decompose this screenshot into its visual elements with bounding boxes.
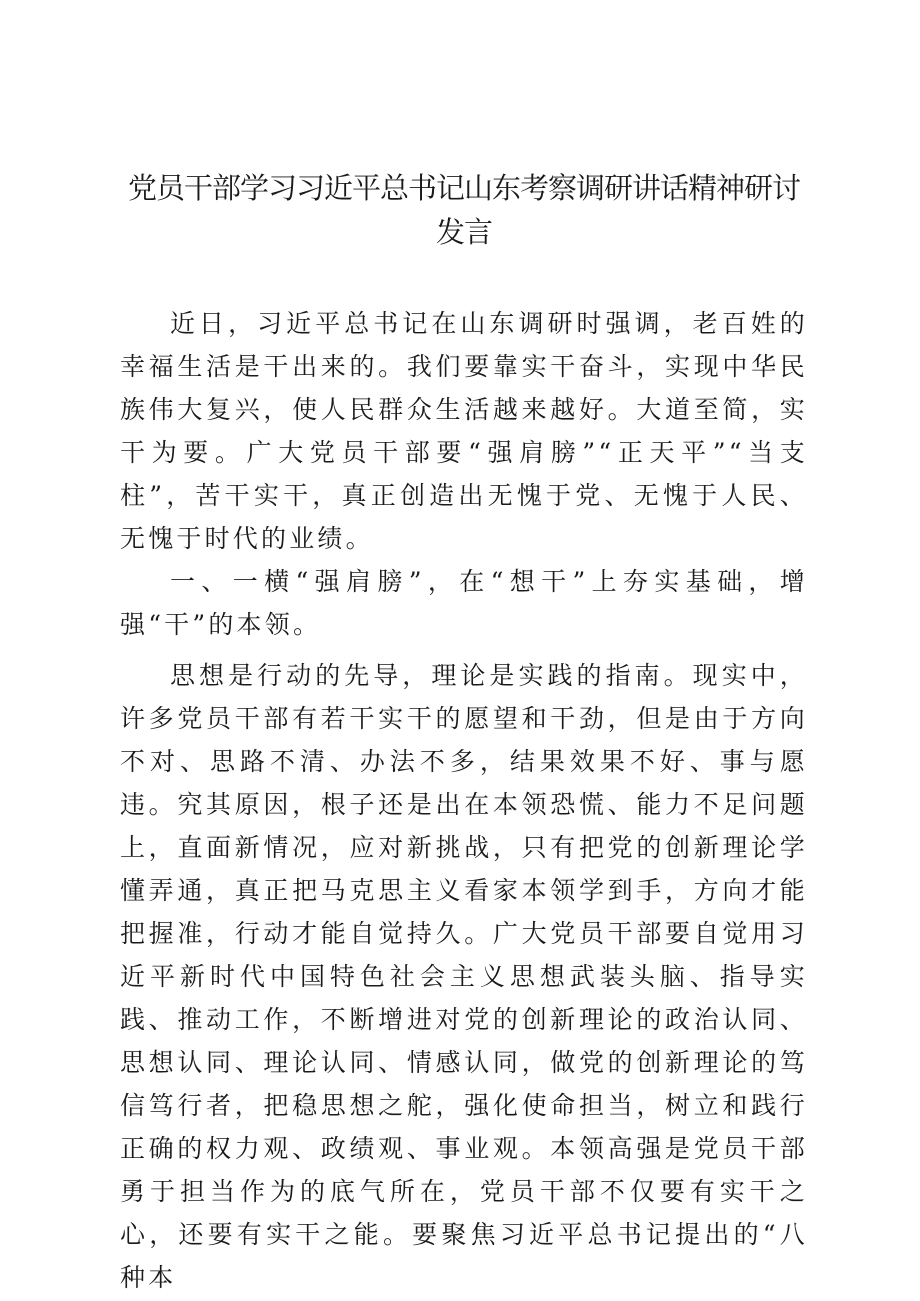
body-paragraph: 思想是行动的先导，理论是实践的指南。现实中，许多党员干部有若干实干的愿望和干劲，但是由于方向不对、思路不清、办法不多，结果效果不好、事与愿违。究其原因，根子还是出在本领恐慌、能力不足问题上，直面新情况，应对新挑战，只有把党的创新理论学懂弄通，真正把马克思主义看家本领学到手，方向才能把握准，行动才能自觉持久。广大党员干部要自觉用习近平新时代中国特色社会主义思想武装头脑、指导实践、推动工作，不断增进对党的创新理论的政治认同、思想认同、理论认同、情感认同，做党的创新理论的笃信笃行者，把稳思想之舵，强化使命担当，树立和践行正确的权力观、政绩观、事业观。本领高强是党员干部勇于担当作为的底气所在，党员干部不仅要有实干之心，还要有实干之能。要聚焦习近平总书记提出的“八种本 (120, 661, 808, 1292)
title-line-2: 发言 (435, 215, 492, 249)
title-line-1: 党员干部学习习近平总书记山东考察调研讲话精神研讨 (127, 171, 800, 205)
document-title (120, 166, 808, 254)
section-heading-1: 一、一横“强肩膀”，在“想干”上夯实基础，增强“干”的本领。 (120, 567, 808, 639)
intro-paragraph: 近日，习近平总书记在山东调研时强调，老百姓的幸福生活是干出来的。我们要靠实干奋斗，实现中华民族伟大复兴，使人民群众生活越来越好。大道至简，实干为要。广大党员干部要“强肩膀”“正天平”“当支柱”，苦干实干，真正创造出无愧于党、无愧于人民、无愧于时代的业绩。 (120, 309, 808, 553)
